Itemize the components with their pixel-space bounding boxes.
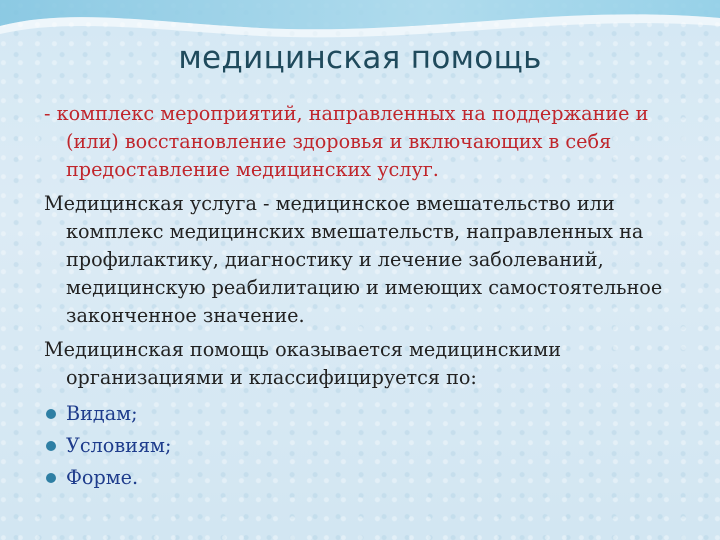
classification-list xyxy=(44,398,694,494)
medical-service-definition: Медицинская услуга - медицинское вмешательство или комплекс медицинских вмешательств, направленных на профилактику, диагностику и лечение заболеваний, медицинскую реабилитацию и имеющих самостоятельное законченное значение. xyxy=(44,192,663,327)
bullet-dot-icon xyxy=(46,473,56,483)
definition-text: - комплекс мероприятий, направленных на поддержание и (или) восстановление здоровья и включающих в себя предоставление медицинских услуг. xyxy=(44,102,649,181)
slide-body xyxy=(44,100,694,494)
list-item xyxy=(44,430,694,462)
slide-title: медицинская помощь xyxy=(178,40,542,76)
classification-intro: Медицинская помощь оказывается медицинскими организациями и классифицируется по: xyxy=(44,338,562,389)
list-item xyxy=(44,462,694,494)
bullet-dot-icon xyxy=(46,441,56,451)
list-item xyxy=(44,398,694,430)
list-item-label: Форме. xyxy=(66,466,139,489)
list-item-label: Условиям; xyxy=(66,434,172,457)
list-item-label: Видам; xyxy=(66,402,138,425)
bullet-dot-icon xyxy=(46,409,56,419)
